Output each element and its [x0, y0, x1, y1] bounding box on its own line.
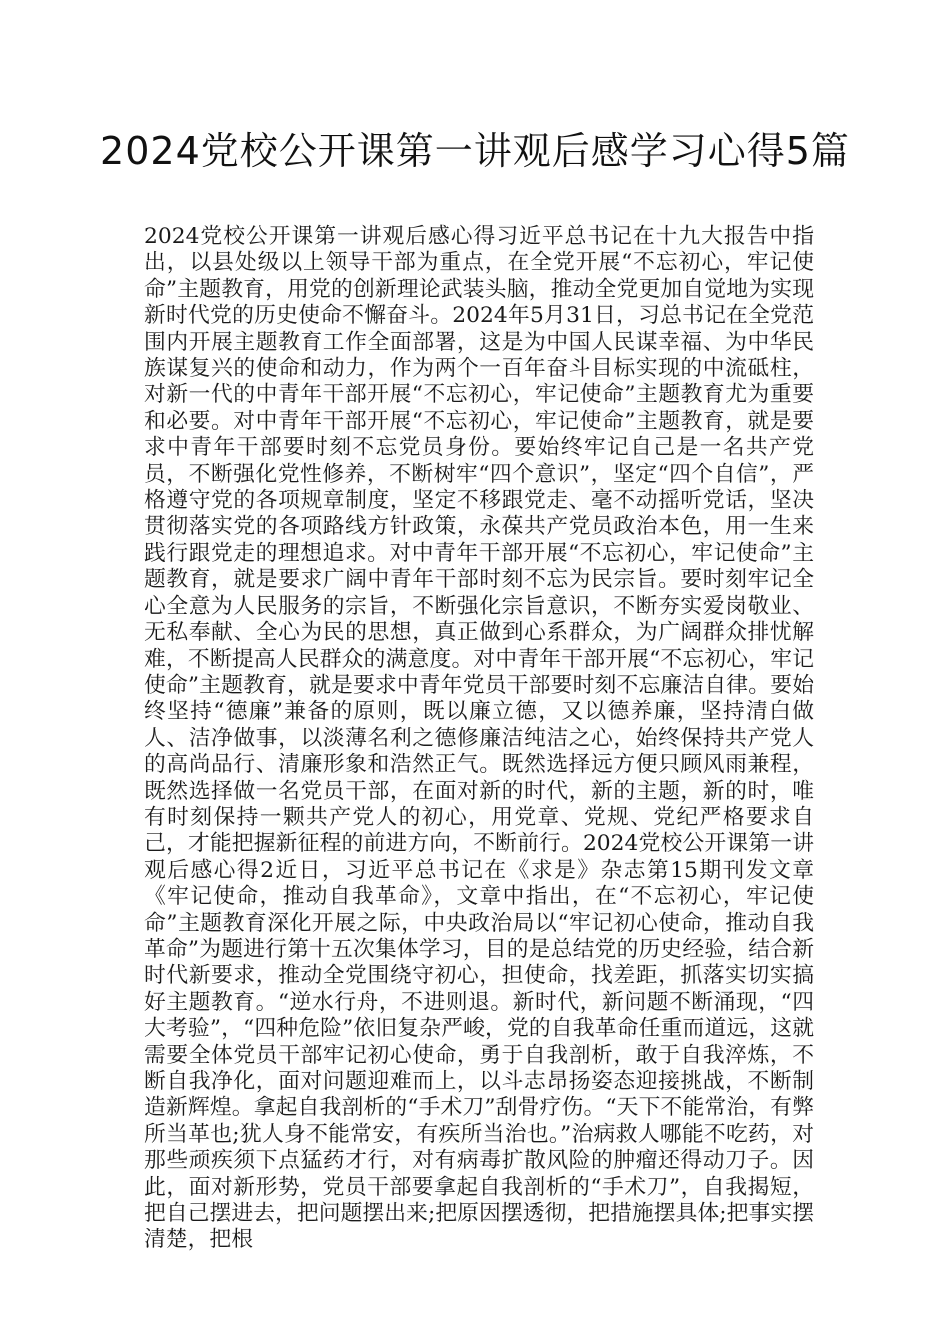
- document-title: 2024党校公开课第一讲观后感学习心得5篇: [100, 129, 850, 173]
- document-body-text: 2024党校公开课第一讲观后感心得习近平总书记在十九大报告中指出，以县处级以上领导干部为重点，在全党开展“不忘初心，牢记使命”主题教育，用党的创新理论武装头脑，推动全党更加自觉地为实现新时代党的历史使命不懈奋斗。2024年5月31日，习总书记在全党范围内开展主题教育工作全面部署，这是为中国人民谋幸福、为中华民族谋复兴的使命和动力，作为两个一百年奋斗目标实现的中流砥柱，对新一代的中青年干部开展“不忘初心，牢记使命”主题教育尤为重要和必要。对中青年干部开展“不忘初心，牢记使命”主题教育，就是要求中青年干部要时刻不忘党员身份。要始终牢记自己是一名共产党员，不断强化党性修养，不断树牢“四个意识”，坚定“四个自信”，严格遵守党的各项规章制度，坚定不移跟党走、毫不动摇听党话，坚决贯彻落实党的各项路线方针政策，永葆共产党员政治本色，用一生来践行跟党走的理想追求。对中青年干部开展“不忘初心，牢记使命”主题教育，就是要求广阔中青年干部时刻不忘为民宗旨。要时刻牢记全心全意为人民服务的宗旨，不断强化宗旨意识，不断夯实爱岗敬业、无私奉献、全心为民的思想，真正做到心系群众，为广阔群众排忧解难，不断提高人民群众的满意度。对中青年干部开展“不忘初心，牢记使命”主题教育，就是要求中青年党员干部要时刻不忘廉洁自律。要始终坚持“德廉”兼备的原则，既以廉立德，又以德养廉，坚持清白做人、洁净做事，以淡薄名利之德修廉洁纯洁之心，始终保持共产党人的高尚品行、清廉形象和浩然正气。既然选择远方便只顾风雨兼程，既然选择做一名党员干部，在面对新的时代，新的主题，新的时，唯有时刻保持一颗共产党人的初心，用党章、党规、党纪严格要求自己，才能把握新征程的前进方向，不断前行。2024党校公开课第一讲观后感心得2近日，习近平总书记在《求是》杂志第15期刊发文章《牢记使命，推动自我革命》，文章中指出，在“不忘初心，牢记使命”主题教育深化开展之际，中央政治局以“牢记初心使命，推动自我革命”为题进行第十五次集体学习，目的是总结党的历史经验，结合新时代新要求，推动全党围绕守初心，担使命，找差距，抓落实切实搞好主题教育。“逆水行舟，不进则退。新时代，新问题不断涌现，“四大考验”，“四种危险”依旧复杂严峻，党的自我革命任重而道远，这就需要全体党员干部牢记初心使命，勇于自我剖析，敢于自我淬炼，不断自我净化，面对问题迎难而上，以斗志昂扬姿态迎接挑战，不断制造新辉煌。拿起自我剖析的“手术刀”刮骨疗伤。“天下不能常治，有弊所当革也;犹人身不能常安，有疾所当治也。”治病救人哪能不吃药，对那些顽疾须下点猛药才行，对有病毒扩散风险的肿瘤还得动刀子。因此，面对新形势，党员干部要拿起自我剖析的“手术刀”，自我揭短，把自己摆进去，把问题摆出来;把原因摆透彻，把措施摆具体;把事实摆清楚，把根: [144, 224, 814, 1253]
